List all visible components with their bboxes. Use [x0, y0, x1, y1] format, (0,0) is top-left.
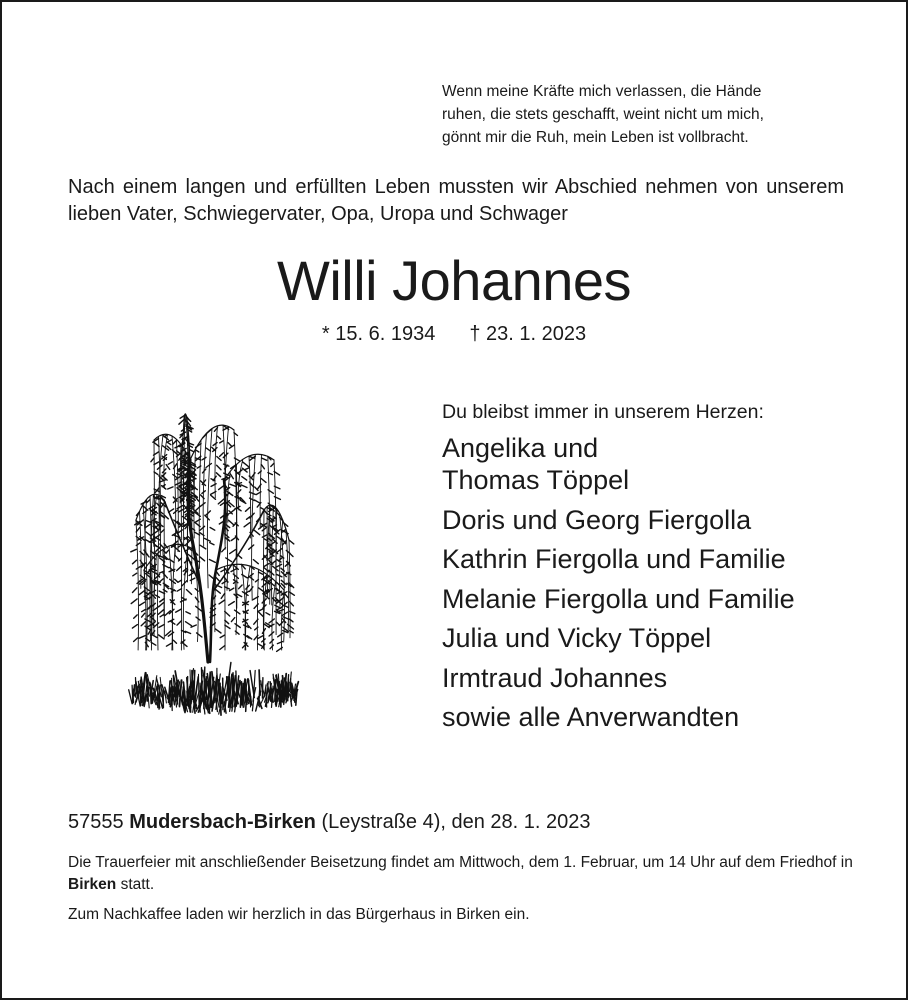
address-line — [68, 808, 858, 836]
intro-text — [68, 174, 844, 228]
list-item: sowie alle Anverwandten — [442, 702, 740, 732]
list-item: Julia und Vicky Töppel — [442, 623, 712, 653]
list-item: Doris und Georg Fiergolla — [442, 504, 752, 535]
town-name: Mudersbach-Birken — [129, 811, 316, 833]
list-item: Irmtraud Johannes — [442, 662, 668, 693]
list-item: Melanie Fiergolla und Familie — [442, 583, 795, 614]
ceremony-place: Birken — [68, 876, 117, 893]
poem — [442, 80, 862, 149]
ceremony-end: statt. — [120, 876, 155, 893]
list-item: Kathrin Fiergolla und Familie — [442, 544, 786, 574]
remembrance-line: Du bleibst immer in unserem Herzen: — [442, 401, 764, 423]
life-dates — [2, 320, 906, 348]
intro-line: unserem lieben Vater, Schwiegervater, Opa, Uropa und Schwager — [68, 176, 844, 225]
poem-line: ruhen, die stets geschafft, weint nicht um mich, — [442, 106, 764, 123]
coffee-invitation: Zum Nachkaffee laden wir herzlich in das Bürgerhaus in Birken ein. — [68, 906, 530, 923]
deceased-name: Willi Johannes — [276, 249, 632, 312]
list-item: Thomas Töppel — [442, 465, 630, 495]
list-item: Angelika und — [442, 433, 599, 463]
mourners-list — [442, 432, 882, 741]
weeping-willow-icon — [124, 400, 304, 725]
intro-line: Nach einem langen und erfüllten Leben mussten wir Abschied nehmen von — [68, 176, 758, 198]
birth-date: * 15. 6. 1934 — [321, 323, 436, 345]
death-date: † 23. 1. 2023 — [469, 323, 587, 345]
zip-code: 57555 — [68, 811, 124, 833]
address-rest: (Leystraße 4), den 28. 1. 2023 — [321, 811, 591, 833]
poem-line: gönnt mir die Ruh, mein Leben ist vollbracht. — [442, 129, 749, 146]
ceremony-info — [68, 852, 858, 896]
ceremony-text: Die Trauerfeier mit anschließender Beisetzung findet am Mittwoch, dem 1. Februar, um 14 Uhr auf dem Friedhof in — [68, 854, 853, 871]
poem-line: Wenn meine Kräfte mich verlassen, die Hände — [442, 83, 762, 100]
